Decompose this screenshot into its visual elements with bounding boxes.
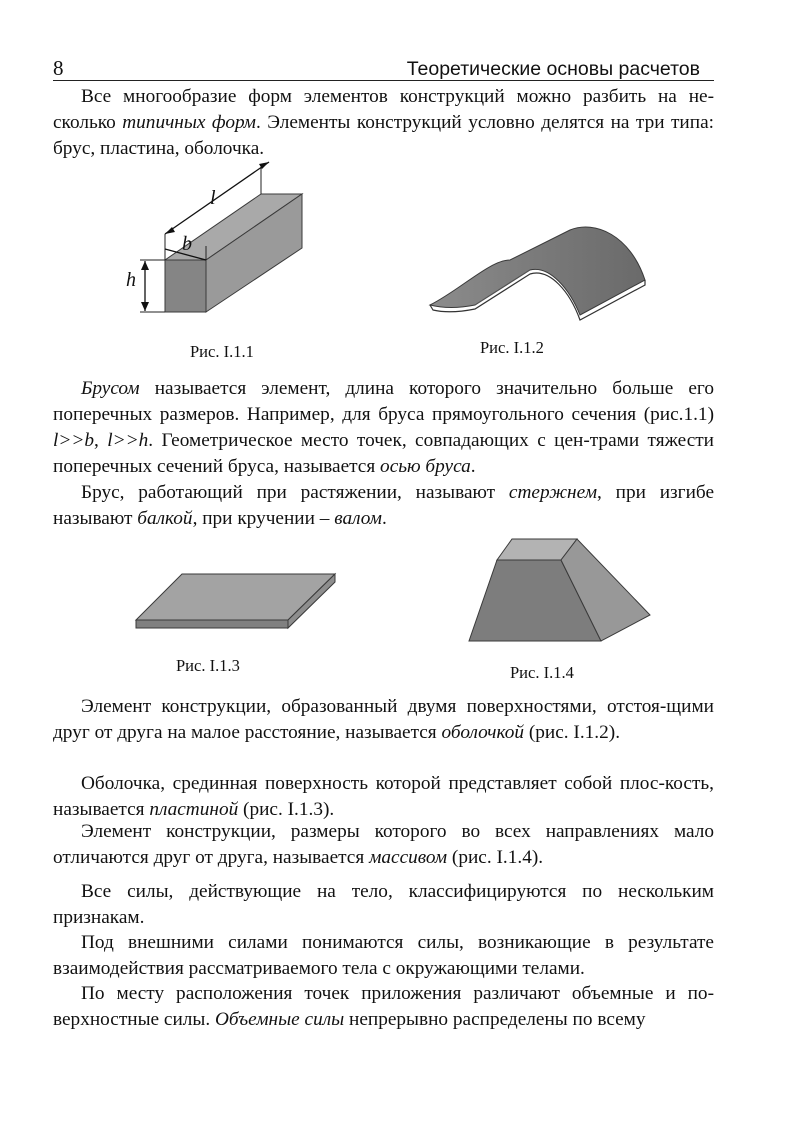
figure-shell xyxy=(420,210,660,340)
paragraph-beam-definition: Брусом называется элемент, длина которого значительно больше его поперечных размеров. Например, для бруса прямоугольного сечения (рис.1.1) l>>b, l>>h. Геометрическое место точек, совпадающих с цен-трами тяжести поперечных сечений бруса, называется осью бруса. xyxy=(53,378,714,477)
label-l: l xyxy=(210,187,216,209)
paragraph-forces-classification: Все силы, действующие на тело, классифицируются по нескольким признакам. xyxy=(53,881,714,928)
caption-fig-1-4: Рис. I.1.4 xyxy=(510,663,574,682)
beam-front-face xyxy=(165,260,206,312)
paragraph-external-forces: Под внешними силами понимаются силы, возникающие в результате взаимодействия рассматриваемого тела с окружающими телами. xyxy=(53,932,714,979)
plate-front-face xyxy=(136,620,288,628)
figure-beam xyxy=(120,160,320,330)
label-h: h xyxy=(126,269,136,291)
paragraph-intro: Все многообразие форм элементов конструкций можно разбить на не-сколько типичных форм. Элементы конструкций условно делятся на три типа: брус, пластина, оболочка. xyxy=(53,86,714,159)
paragraph-plate-definition: Оболочка, срединная поверхность которой представляет собой плос-кость, называется пластиной (рис. I.1.3). xyxy=(53,773,714,820)
plate-top-face xyxy=(136,574,335,620)
paragraph-massive-definition: Элемент конструкции, размеры которого во всех направлениях мало отличаются друг от друга, называется массивом (рис. I.1.4). xyxy=(53,821,714,868)
header-rule xyxy=(53,80,714,81)
figure-plate xyxy=(130,570,340,635)
figure-massive xyxy=(465,535,655,645)
paragraph-shell-definition: Элемент конструкции, образованный двумя поверхностями, отстоя-щими друг от друга на малое расстояние, называется оболочкой (рис. I.1.2). xyxy=(53,696,714,743)
paragraph-volume-forces: По месту расположения точек приложения различают объемные и по-верхностные силы. Объемные силы непрерывно распределены по всему xyxy=(53,983,714,1030)
page-number: 8 xyxy=(53,56,64,80)
caption-fig-1-2: Рис. I.1.2 xyxy=(480,338,544,357)
running-header-title: Теоретические основы расчетов xyxy=(406,58,700,80)
caption-fig-1-3: Рис. I.1.3 xyxy=(176,656,240,675)
label-b: b xyxy=(182,233,192,255)
paragraph-beam-types: Брус, работающий при растяжении, называют стержнем, при изгибе называют балкой, при кручении – валом. xyxy=(53,482,714,529)
caption-fig-1-1: Рис. I.1.1 xyxy=(190,342,254,361)
